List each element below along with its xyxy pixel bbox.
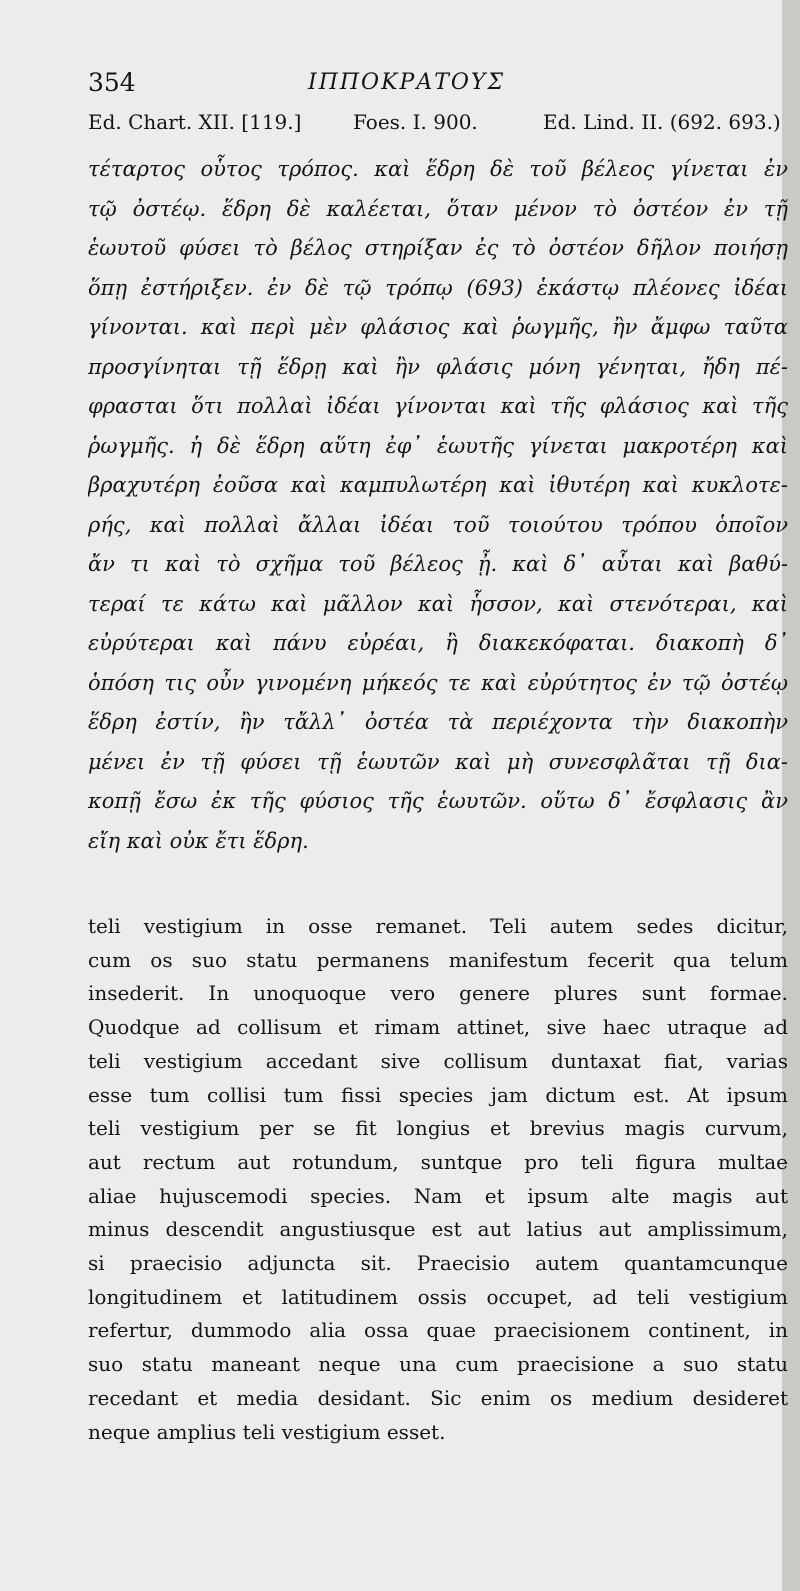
greek-text-line: ῥωγμῆς. ἡ δὲ ἕδρη αὕτη ἐφ᾽ ἑωυτῆς γίνεται μακροτέρη καὶ bbox=[88, 433, 788, 458]
latin-text-line: insederit. In unoquoque vero genere plures sunt formae. bbox=[88, 981, 788, 1006]
latin-text-line: recedant et media desidant. Sic enim os medium desideret bbox=[88, 1385, 788, 1410]
greek-text-line: κοπῇ ἔσω ἐκ τῆς φύσιος τῆς ἑωυτῶν. οὕτω δ᾽ ἔσφλασις ἂν bbox=[88, 789, 788, 813]
greek-text-line: τεραί τε κάτω καὶ μᾶλλον καὶ ἧσσον, καὶ στενότεραι, καὶ bbox=[88, 591, 788, 616]
latin-text-line: cum os suo statu permanens manifestum fecerit qua telum bbox=[88, 947, 788, 972]
greek-text-line: εὐρύτεραι καὶ πάνυ εὐρέαι, ἢ διακεκόφαται. διακοπὴ δ᾽ bbox=[88, 631, 788, 655]
greek-text-block bbox=[88, 150, 788, 861]
greek-text-line: γίνονται. καὶ περὶ μὲν φλάσιος καὶ ῥωγμῆς, ἢν ἄμφω ταῦτα bbox=[88, 315, 788, 339]
greek-text-line: εἴη καὶ οὐκ ἔτι ἕδρη. bbox=[88, 828, 309, 853]
latin-text-line: refertur, dummodo alia ossa quae praecisionem continent, in bbox=[88, 1318, 788, 1343]
latin-text-line: teli vestigium accedant sive collisum duntaxat fiat, varias bbox=[88, 1048, 788, 1073]
latin-text-line: neque amplius teli vestigium esset. bbox=[88, 1419, 446, 1444]
page-number: 354 bbox=[88, 68, 136, 97]
chartier-reference: Ed. Chart. XII. [119.] bbox=[88, 110, 302, 134]
latin-text-line: longitudinem et latitudinem ossis occupet, ad teli vestigium bbox=[88, 1284, 788, 1309]
latin-text-line: esse tum collisi tum fissi species jam dictum est. At ipsum bbox=[88, 1082, 788, 1107]
greek-text-line: τέταρτος οὗτος τρόπος. καὶ ἕδρη δὲ τοῦ βέλεος γίνεται ἐν bbox=[88, 157, 788, 181]
latin-text-line: aliae hujuscemodi species. Nam et ipsum alte magis aut bbox=[88, 1183, 788, 1208]
greek-text-line: ἄν τι καὶ τὸ σχῆμα τοῦ βέλεος ᾖ. καὶ δ᾽ αὗται καὶ βαθύ- bbox=[88, 552, 788, 576]
foes-reference: Foes. I. 900. bbox=[353, 110, 478, 134]
greek-text-line: ὁπόση τις οὖν γινομένη μήκεός τε καὶ εὐρύτητος ἐν τῷ ὀστέῳ bbox=[88, 670, 788, 695]
running-title: ΙΠΠΟΚΡΑΤΟΥΣ bbox=[308, 70, 506, 95]
latin-text-block bbox=[88, 910, 788, 1449]
page-header bbox=[88, 68, 740, 104]
latin-text-line: Quodque ad collisum et rimam attinet, sive haec utraque ad bbox=[88, 1015, 788, 1040]
latin-text-line: aut rectum aut rotundum, suntque pro teli figura multae bbox=[88, 1149, 788, 1174]
latin-text-line: si praecisio adjuncta sit. Praecisio autem quantamcunque bbox=[88, 1251, 788, 1276]
greek-text-line: φρασται ὅτι πολλαὶ ἰδέαι γίνονται καὶ τῆς φλάσιος καὶ τῆς bbox=[88, 394, 788, 418]
greek-text-line: ἕδρη ἐστίν, ἢν τἄλλ᾽ ὀστέα τὰ περιέχοντα τὴν διακοπὴν bbox=[88, 710, 788, 734]
greek-text-line: ἑωυτοῦ φύσει τὸ βέλος στηρίξαν ἐς τὸ ὀστέον δῆλον ποιήσῃ bbox=[88, 236, 788, 260]
linden-reference: Ed. Lind. II. (692. 693.) bbox=[543, 110, 781, 134]
greek-text-line: τῷ ὀστέῳ. ἕδρη δὲ καλέεται, ὅταν μένον τὸ ὀστέον ἐν τῇ bbox=[88, 196, 788, 221]
latin-text-line: teli vestigium per se fit longius et brevius magis curvum, bbox=[88, 1116, 788, 1141]
greek-text-line: μένει ἐν τῇ φύσει τῇ ἑωυτῶν καὶ μὴ συνεσφλᾶται τῇ δια- bbox=[88, 749, 788, 774]
latin-text-line: suo statu maneant neque una cum praecisione a suo statu bbox=[88, 1352, 788, 1377]
latin-text-line: teli vestigium in osse remanet. Teli autem sedes dicitur, bbox=[88, 914, 788, 938]
greek-text-line: ρής, καὶ πολλαὶ ἄλλαι ἰδέαι τοῦ τοιούτου τρόπου ὁποῖον bbox=[88, 512, 788, 537]
greek-text-line: ὅπῃ ἐστήριξεν. ἐν δὲ τῷ τρόπῳ (693) ἑκάστῳ πλέονες ἰδέαι bbox=[88, 275, 788, 300]
greek-text-line: βραχυτέρη ἐοῦσα καὶ καμπυλωτέρη καὶ ἰθυτέρη καὶ κυκλοτε- bbox=[88, 473, 788, 497]
greek-text-line: προσγίνηται τῇ ἕδρῃ καὶ ἢν φλάσις μόνη γένηται, ἤδη πέ- bbox=[88, 354, 788, 379]
latin-text-line: minus descendit angustiusque est aut latius aut amplissimum, bbox=[88, 1217, 788, 1242]
